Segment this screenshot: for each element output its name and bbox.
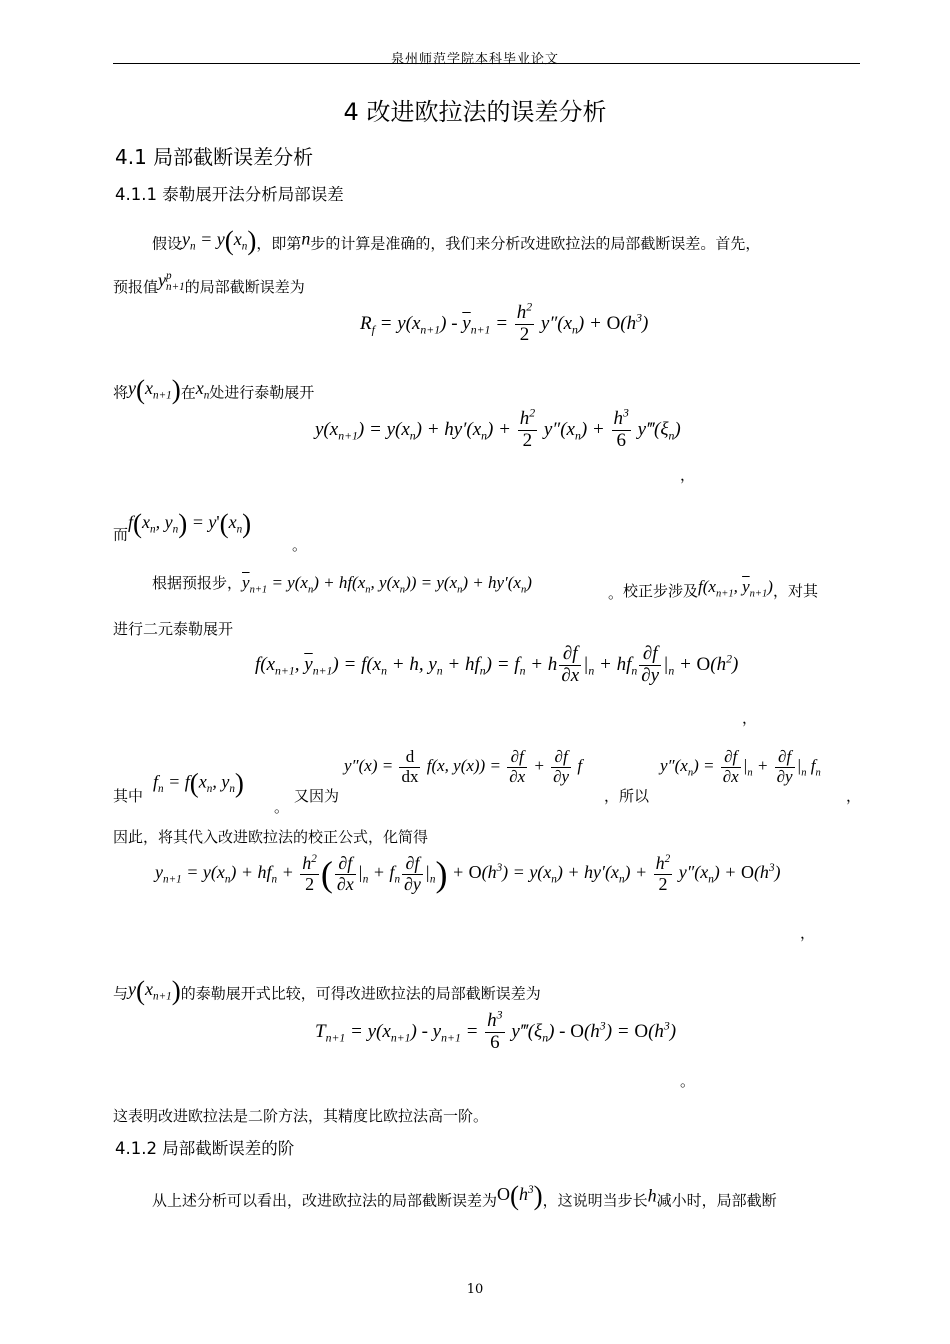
math-f-eq-yprime: $f(x_n$, $y_n) = y'(x_n)$	[128, 508, 252, 538]
text-run: 而	[113, 525, 129, 544]
paragraph-compare	[113, 975, 541, 1006]
text-youyinwei: 又因为	[294, 787, 340, 805]
subsection-title-4-1-1: 4.1.1 泰勒展开法分析局部误差	[115, 185, 344, 204]
text-run: 将	[113, 383, 129, 402]
text-run: 从上述分析可以看出，改进欧拉法的局部截断误差为	[152, 1191, 498, 1210]
text-run: 与	[113, 984, 129, 1003]
paragraph-predictor	[113, 270, 305, 297]
page-number: 10	[466, 1282, 484, 1297]
punctuation-comma: ，	[800, 924, 816, 942]
text-run: 在	[180, 383, 196, 402]
text-run: ，对其	[772, 582, 818, 600]
section-title: 4.1 局部截断误差分析	[115, 145, 314, 169]
running-header: 泉州师范学院本科毕业论文	[390, 52, 559, 67]
paragraph-conclusion: 这表明改进欧拉法是二阶方法，其精度比欧拉法高一阶。	[113, 1107, 489, 1125]
equation-bivariate-taylor: $f(x_{n+1}$, $\overline{y}_{n+1}) = f(x_n + h$, $y_n + hf_n) = f_n + h$ $\frac{\partial f}{\partial x}$ $|_n + hf_n$ $\frac{\partial f}{\partial y}$ $|_n + O(h^2)$	[255, 643, 739, 686]
paragraph-order	[152, 1180, 777, 1211]
paragraph-taylor-expand	[113, 374, 314, 405]
text-run: 步的计算是准确的，我们来分析改进欧拉法的局部截断误差。首先，	[310, 234, 761, 253]
text-run: 的泰勒展开式比较，可得改进欧拉法的局部截断误差为	[180, 984, 541, 1003]
paragraph-f-eq	[113, 508, 251, 545]
paragraph-corrector-step	[623, 577, 818, 601]
math-xn: $x_n$	[195, 377, 210, 402]
math-fn-def: $f_n = f(x_n$, $y_n$)	[153, 768, 244, 798]
math-y-xn1: $y(x_{n+1})$	[128, 374, 181, 404]
math-yn-eq: $y_n = y(x_n)$	[182, 225, 257, 255]
paragraph-substitute: 因此，将其代入改进欧拉法的校正公式，化简得	[113, 828, 429, 846]
punctuation-period: 。	[292, 536, 308, 554]
text-run: 的局部截断误差为	[184, 278, 305, 296]
equation-ydoubleprime-xn: $y''(x_n)$ = $\frac{\partial f}{\partial x}$ $|_n$ + $\frac{\partial f}{\partial y}$ $|_n$ $f_n$	[660, 747, 821, 786]
equation-corrector: $y_{n+1} = y(x_n) + hf_n$ + $\frac{h^2}{2}$ ( $\frac{\partial f}{\partial x}$ $|_n + f_n$ $\frac{\partial f}{\partial y}$ $|_n) + O(h^3) = y(x_n) + hy'(x_n)$ + $\frac{h^2}{2}$ $y''(x_n) + O(h^3)$	[155, 852, 781, 894]
text-run: 根据预报步，	[152, 574, 243, 592]
punctuation-period: 。	[608, 584, 624, 602]
math-y-xn1: $y(x_{n+1})$	[128, 975, 181, 1005]
punctuation-period: 。	[274, 798, 290, 816]
paragraph-predictor-step	[152, 572, 532, 596]
header-rule	[113, 63, 860, 64]
text-qizhong: 其中	[113, 787, 144, 805]
text-run: 处进行泰勒展开	[209, 383, 315, 402]
text-run: 减小时，局部截断	[656, 1191, 777, 1210]
punctuation-comma: ，	[742, 709, 758, 727]
text-run: ，即第	[256, 234, 302, 253]
punctuation-comma: ，	[846, 787, 862, 805]
equation-ydoubleprime-x: y″(x) = $\frac{d}{dx}$ f(x, y(x)) = $\frac{\partial f}{\partial x}$ + $\frac{\partial f}{\partial y}$ f	[344, 747, 583, 786]
math-h: h	[647, 1185, 657, 1206]
math-ybar-n1: $\overline{y}_{n+1} = y(x_n) + hf(x_n$, $y(x_n)) = y(x_n) + hy'(x_n)$	[242, 573, 532, 596]
math-f-xn1-ybar: $f(x_{n+1}$, $\overline{y}_{n+1}$)	[698, 577, 773, 600]
subsection-title-4-1-2: 4.1.2 局部截断误差的阶	[115, 1139, 295, 1158]
equation-taylor-y: $y(x_{n+1}) = y(x_n) + hy'(x_n)$ + $\frac{h^2}{2}$ $y''(x_n)$ + $\frac{h^3}{6}$ $y‴(\xi_n)$	[315, 406, 681, 451]
punctuation-period: 。	[680, 1072, 696, 1090]
math-yp-n1: y p n+1	[158, 269, 185, 293]
text-run: ，这说明当步长	[542, 1191, 648, 1210]
equation-rf: $R_f = y(x_{n+1}) - \overline{y}_{n+1}$ = $\frac{h^2}{2}$ $y''(x_n) + O(h^3)$	[360, 300, 649, 345]
text-run: 预报值	[113, 278, 159, 296]
text-suoyi: ，所以	[604, 787, 650, 805]
equation-truncation-error: $T_{n+1} = y(x_{n+1}) - y_{n+1}$ = $\frac{h^3}{6}$ $y‴(\xi_n) - O(h^3) = O(h^3)$	[315, 1008, 677, 1053]
paragraph-bivariate: 进行二元泰勒展开	[113, 620, 234, 638]
text-run: 校正步涉及	[623, 582, 699, 600]
text-run: 假设	[152, 234, 183, 253]
chapter-title: 4 改进欧拉法的误差分析	[343, 98, 607, 126]
math-O-h3: $O(h^3)$	[497, 1180, 543, 1210]
math-n: n	[301, 228, 311, 249]
punctuation-comma: ，	[680, 466, 696, 484]
paragraph-assumption	[152, 225, 760, 256]
